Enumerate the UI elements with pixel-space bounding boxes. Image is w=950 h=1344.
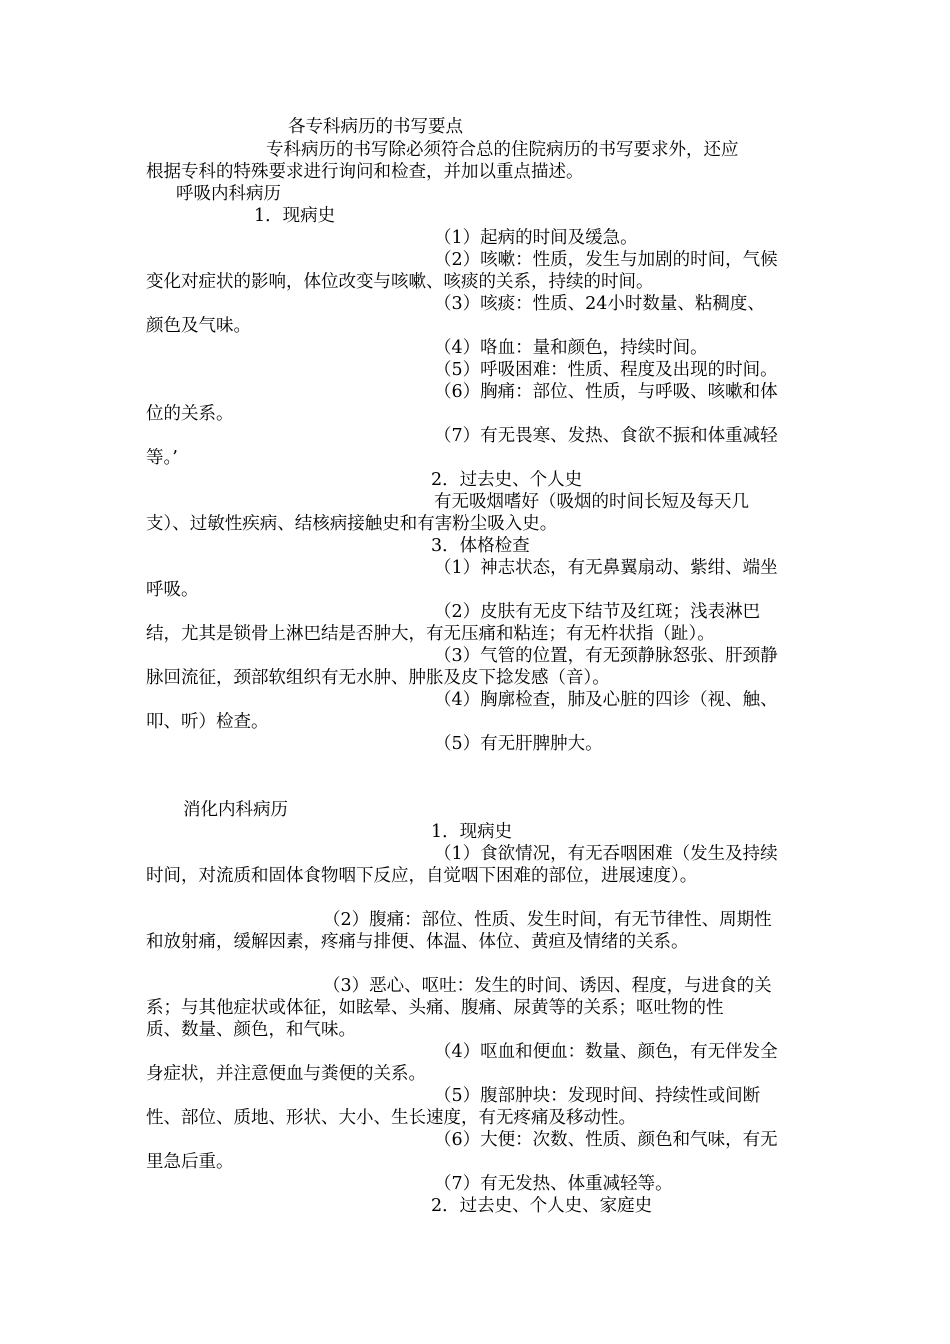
subheading-present-history: 1．现病史 — [254, 206, 336, 226]
text-line: （2）咳嗽：性质，发生与加剧的时间，气候 — [434, 250, 778, 270]
subheading-past-history: 2．过去史、个人史 — [431, 470, 583, 490]
text-line: 脉回流征，颈部软组织有无水肿、肿胀及皮下捻发感（音）。 — [146, 668, 610, 688]
text-line: 质、数量、颜色，和气味。 — [146, 1020, 356, 1040]
text-line: 结，尤其是锁骨上淋巴结是否肿大，有无压痛和粘连；有无杵状指（趾）。 — [146, 624, 715, 644]
text-line: （4）咯血：量和颜色，持续时间。 — [434, 338, 708, 358]
text-line: （4）胸廓检查，肺及心脏的四诊（视、触、 — [434, 690, 778, 710]
text-line: （5）呼吸困难：性质、程度及出现的时间。 — [434, 360, 778, 380]
text-line: （4）呕血和便血：数量、颜色，有无伴发全 — [434, 1042, 778, 1062]
text-line: （5）有无肝脾肿大。 — [434, 734, 603, 754]
text-line: （3）恶心、呕吐：发生的时间、诱因、程度，与进食的关 — [323, 976, 772, 996]
text-line: （7）有无畏寒、发热、食欲不振和体重减轻 — [434, 426, 778, 446]
text-line: 颜色及气味。 — [146, 316, 251, 336]
intro-line: 根据专科的特殊要求进行询问和检查，并加以重点描述。 — [146, 162, 584, 182]
section-heading-digestive: 消化内科病历 — [183, 800, 288, 820]
text-line: （3）气管的位置，有无颈静脉怒张、肝颈静 — [434, 646, 778, 666]
document-title: 各专科病历的书写要点 — [288, 117, 463, 137]
text-line: （1）神志状态，有无鼻翼扇动、紫绀、端坐 — [434, 558, 778, 578]
text-line: 系；与其他症状或体征，如眩晕、头痛、腹痛、尿黄等的关系；呕吐物的性 — [146, 998, 724, 1018]
text-line: 性、部位、质地、形状、大小、生长速度，有无疼痛及移动性。 — [146, 1108, 636, 1128]
text-line: （6）胸痛：部位、性质，与呼吸、咳嗽和体 — [434, 382, 778, 402]
text-line: 时间，对流质和固体食物咽下反应，自觉咽下困难的部位，进展速度）。 — [146, 866, 698, 886]
subheading-present-history: 1．现病史 — [431, 822, 513, 842]
section-heading-respiratory: 呼吸内科病历 — [176, 184, 281, 204]
text-line: （5）腹部肿块：发现时间、持续性或间断 — [434, 1086, 761, 1106]
text-line: （1）起病的时间及缓急。 — [434, 228, 638, 248]
subheading-physical-exam: 3．体格检查 — [431, 536, 530, 556]
text-line: 等。’ — [146, 448, 178, 468]
text-line: （1）食欲情况，有无吞咽困难（发生及持续 — [434, 844, 778, 864]
text-line: （2）皮肤有无皮下结节及红斑；浅表淋巴 — [434, 602, 761, 622]
text-line: 支）、过敏性疾病、结核病接触史和有害粉尘吸入史。 — [146, 514, 558, 534]
text-line: 变化对症状的影响，体位改变与咳嗽、咳痰的关系，持续的时间。 — [146, 272, 654, 292]
text-line: （6）大便：次数、性质、颜色和气味，有无 — [434, 1130, 778, 1150]
text-line: 叩、听）检查。 — [146, 712, 269, 732]
text-line: 位的关系。 — [146, 404, 234, 424]
text-line: 和放射痛，缓解因素，疼痛与排便、体温、体位、黄疸及情绪的关系。 — [146, 932, 689, 952]
text-line: 里急后重。 — [146, 1152, 234, 1172]
subheading-past-history: 2．过去史、个人史、家庭史 — [431, 1196, 653, 1216]
text-line: 有无吸烟嗜好（吸烟的时间长短及每天几 — [434, 492, 749, 512]
text-line: （3）咳痰：性质、24小时数量、粘稠度、 — [434, 294, 765, 314]
text-line: （2）腹痛：部位、性质、发生时间，有无节律性、周期性 — [323, 910, 772, 930]
text-line: 呼吸。 — [146, 580, 199, 600]
text-line: （7）有无发热、体重减轻等。 — [434, 1174, 673, 1194]
intro-line: 专科病历的书写除必须符合总的住院病历的书写要求外，还应 — [266, 140, 739, 160]
text-line: 身症状，并注意便血与粪便的关系。 — [146, 1064, 426, 1084]
